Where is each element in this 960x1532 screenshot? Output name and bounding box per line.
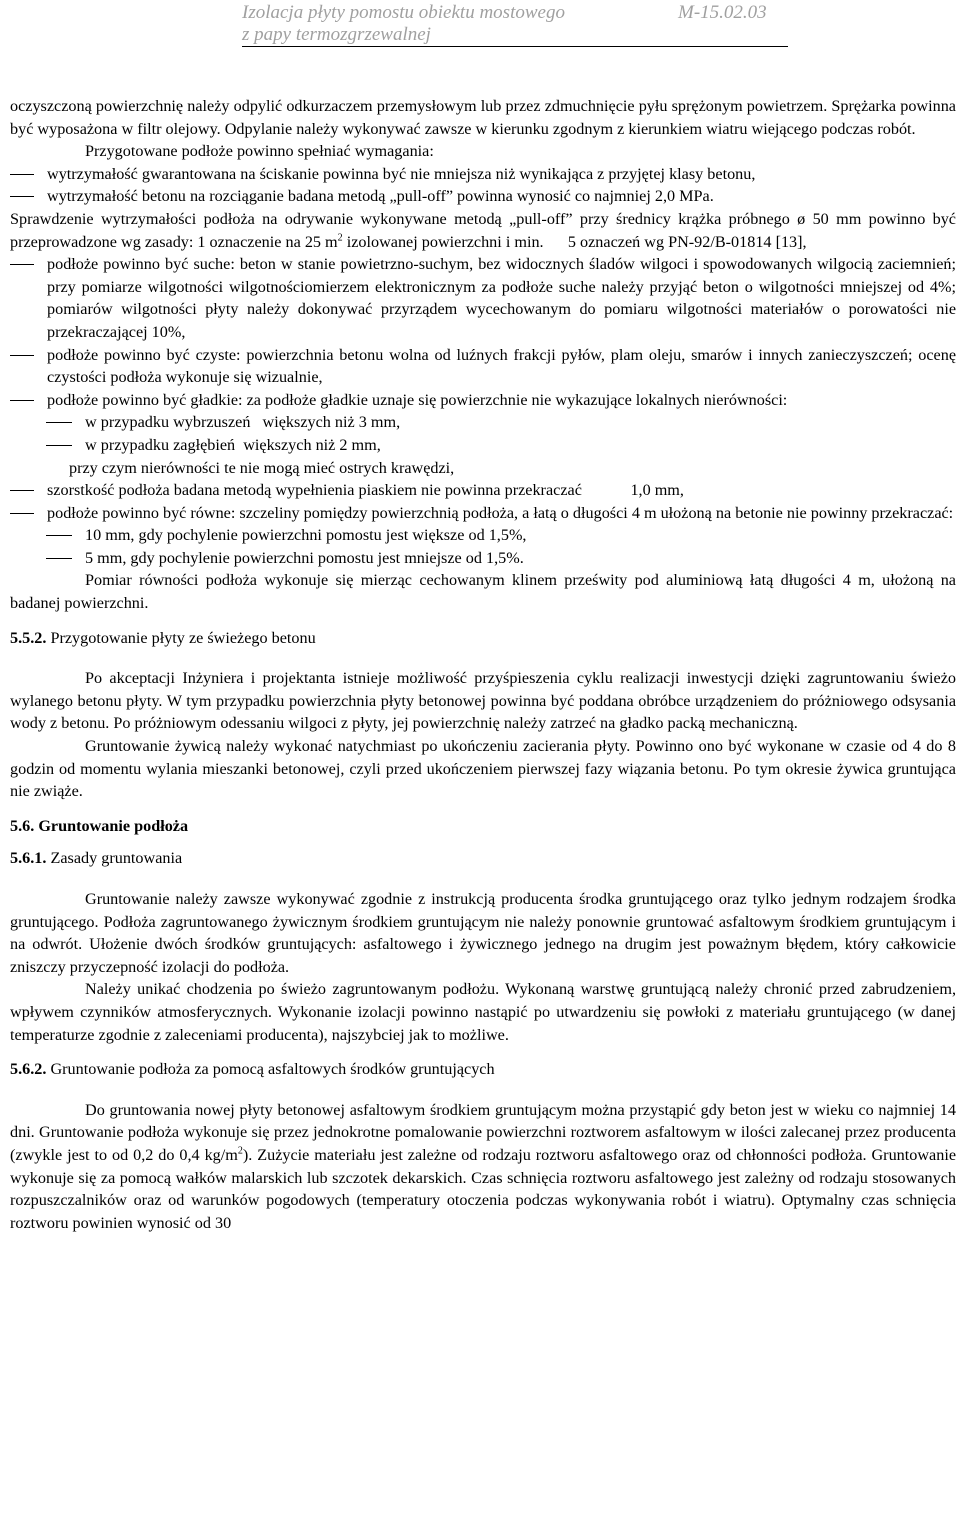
requirement-clean: podłoże powinno być czyste: powierzchnia betonu wolna od luźnych frakcji pyłów, plam oleju, smarów i innych zanieczyszczeń; ocenę czystości podłoża wykonuje się wizualnie, (10, 344, 956, 389)
section-title-5-5-2: Przygotowanie płyty ze świeżego betonu (46, 628, 316, 647)
asphalt-priming-text-cont: ). Zużycie materiału jest zależne od rodzaju roztworu asfaltowego oraz od chłonności podłoża. Gruntowanie wykonuje się za pomocą wałków malarskich lub szczotek dekarskich. Czas schnięcia roztworu asfaltowego jest zależny od rodzaju stosowanych rozpuszczalników oraz od warunków pogodowych (temperatury otoczenia podczas wykonywania robót i wiatru). Optymalny czas schnięcia roztworu powinien wynosić od 30 (10, 1145, 957, 1232)
paragraph-cleaning: oczyszczoną powierzchnię należy odpylić odkurzaczem przemysłowym lub przez zdmuchnięcie pyłu sprężonym powietrzem. Sprężarka powinna być wyposażona w filtr olejowy. Odpylanie należy wykonywać zawsze w kierunku zgodnym z kierunkiem wiatru wiejącego podczas robót. (10, 97, 956, 138)
section-heading-5-6: 5.6. Gruntowanie podłoża (10, 816, 189, 835)
section-number-5-6-1: 5.6.1. (10, 849, 47, 868)
requirement-compressive-strength: wytrzymałość gwarantowana na ściskanie powinna być nie mniejsza niż wynikająca z przyjętej klasy betonu, (10, 163, 956, 186)
subitem-gap-10mm: 10 mm, gdy pochylenie powierzchni pomostu jest większe od 1,5%, (10, 524, 956, 547)
header-spec-code: M-15.02.03 (678, 2, 767, 23)
section-heading-5-6-1 (10, 847, 956, 870)
requirement-roughness: szorstkość podłoża badana metodą wypełnienia piaskiem nie powinna przekraczać 1,0 mm, (10, 479, 956, 502)
requirement-smooth: podłoże powinno być gładkie: za podłoże gładkie uznaje się powierzchnie nie wykazujące lokalnych nierówności: (10, 389, 956, 412)
section-number-5-6-2: 5.6.2. (10, 1060, 47, 1079)
document-body (10, 95, 956, 1234)
section-title-5-6-2: Gruntowanie podłoża za pomocą asfaltowych środków gruntujących (46, 1060, 495, 1079)
asphalt-priming-text: Do gruntowania nowej płyty betonowej asfaltowym środkiem gruntującym można przystąpić gdy beton jest w wieku co najmniej 14 dni. Gruntowanie podłoża wykonuje się przez jednokrotne pomalowanie powierzchni roztworem asfaltowym w ilości zalecanej przez producenta (zwykle jest to od 0,2 do 0,4 kg/m (10, 1100, 956, 1164)
paragraph-flatness-measurement: Pomiar równości podłoża wykonuje się mierząc cechowanym klinem prześwity pod aluminiową łatą długości 4 m, ułożoną na badanej powierzchni. (10, 571, 956, 613)
paragraph-resin-priming: Gruntowanie żywicą należy wykonać natychmiast po ukończeniu zacierania płyty. Powinno ono być wykonane w czasie od 4 do 8 godzin od momentu wylania mieszanki betonowej, czyli przed ukończeniem pierwszej fazy wiązania betonu. Po tym okresie żywica gruntująca nie zwiąże. (10, 737, 956, 801)
subitem-edges: przy czym nierówności te nie mogą mieć ostrych krawędzi, (69, 458, 455, 477)
paragraph-primer-protection: Należy unikać chodzenia po świeżo zagruntowanym podłożu. Wykonaną warstwę gruntującą należy chronić przed zabrudzeniem, wpływem czynników atmosferycznych. Wykonanie izolacji powinno nastąpić po utwardzeniu się powłoki z materiału gruntującego (w danej temperaturze zgodnie z zaleceniami producenta), najszybciej jak to możliwe. (10, 980, 956, 1044)
superscript-square-2: 2 (237, 1145, 243, 1157)
paragraph-priming-rules: Gruntowanie należy zawsze wykonywać zgodnie z instrukcją producenta środka gruntującego oraz tylko jednym rodzajem środka gruntującego. Podłoża zagruntowanego żywicznym środkiem gruntującym nie należy ponownie gruntować asfaltowym środkiem gruntującym i na odwrót. Ułożenie dwóch środków gruntujących: asfaltowego i żywicznego jednego na drugim jest poważnym błędem, który całkowicie zniszczy przyczepność izolacji do podłoża. (10, 890, 956, 976)
requirement-dry: podłoże powinno być suche: beton w stanie powietrzno-suchym, bez widocznych śladów wilgoci i spowodowanych wilgocią zaciemnień; przy pomiarze wilgotności wilgotnościomierzem elektronicznym za podłoże suche należy przyjąć beton o wilgotności mniejszej od 4%; pomiarów wilgotności płyty należy dokonywać przyrządem wycechowanym do pomiaru wilgotności materiałów o porowatości nie przekraczającej 10%, (10, 253, 956, 343)
section-heading-5-5-2 (10, 627, 956, 650)
subitem-gap-5mm: 5 mm, gdy pochylenie powierzchni pomostu jest mniejsze od 1,5%. (10, 547, 956, 570)
paragraph-fresh-concrete: Po akceptacji Inżyniera i projektanta istnieje możliwość przyśpieszenia cyklu realizacji inwestycji dzięki zagruntowaniu świeżo wylanego betonu płyty. W tym przypadku powierzchnia płyty betonowej powinna być poddana obróbce urządzeniem do próżniowego odsysania wody z betonu. Po próżniowym odessaniu wilgoci z płyty, jej powierzchnię należy zatrzeć na gładko packą mechaniczną. (10, 669, 956, 733)
header-title-line2: z papy termozgrzewalnej (242, 24, 431, 45)
header-title-line1: Izolacja płyty pomostu obiektu mostowego (242, 2, 565, 23)
pull-off-text: Sprawdzenie wytrzymałości podłoża na odrywanie wykonywane metodą „pull-off” przy średnicy krążka próbnego ø 50 mm powinno być przeprowadzone wg zasady: 1 oznaczenie na 25 m (10, 209, 956, 251)
page-header (242, 2, 788, 47)
subitem-depressions: w przypadku zagłębień większych niż 2 mm, (10, 434, 956, 457)
paragraph-requirements-intro: Przygotowane podłoże powinno spełniać wymagania: (85, 142, 434, 161)
paragraph-pull-off-test (10, 208, 956, 253)
requirement-tensile-strength: wytrzymałość betonu na rozciąganie badana metodą „pull-off” powinna wynosić co najmniej 2,0 MPa. (10, 185, 956, 208)
subitem-bulges: w przypadku wybrzuszeń większych niż 3 mm, (10, 411, 956, 434)
section-number-5-5-2: 5.5.2. (10, 628, 47, 647)
section-title-5-6-1: Zasady gruntowania (46, 849, 183, 868)
section-heading-5-6-2 (10, 1058, 956, 1081)
paragraph-asphalt-priming (10, 1099, 956, 1235)
superscript-square: 2 (337, 232, 343, 244)
requirement-flatness: podłoże powinno być równe: szczeliny pomiędzy powierzchnią podłoża, a łatą o długości 4 m ułożoną na betonie nie powinny przekraczać: (10, 502, 956, 525)
pull-off-text-cont: izolowanej powierzchni i min. 5 oznaczeń wg PN-92/B-01814 [13], (342, 232, 807, 251)
